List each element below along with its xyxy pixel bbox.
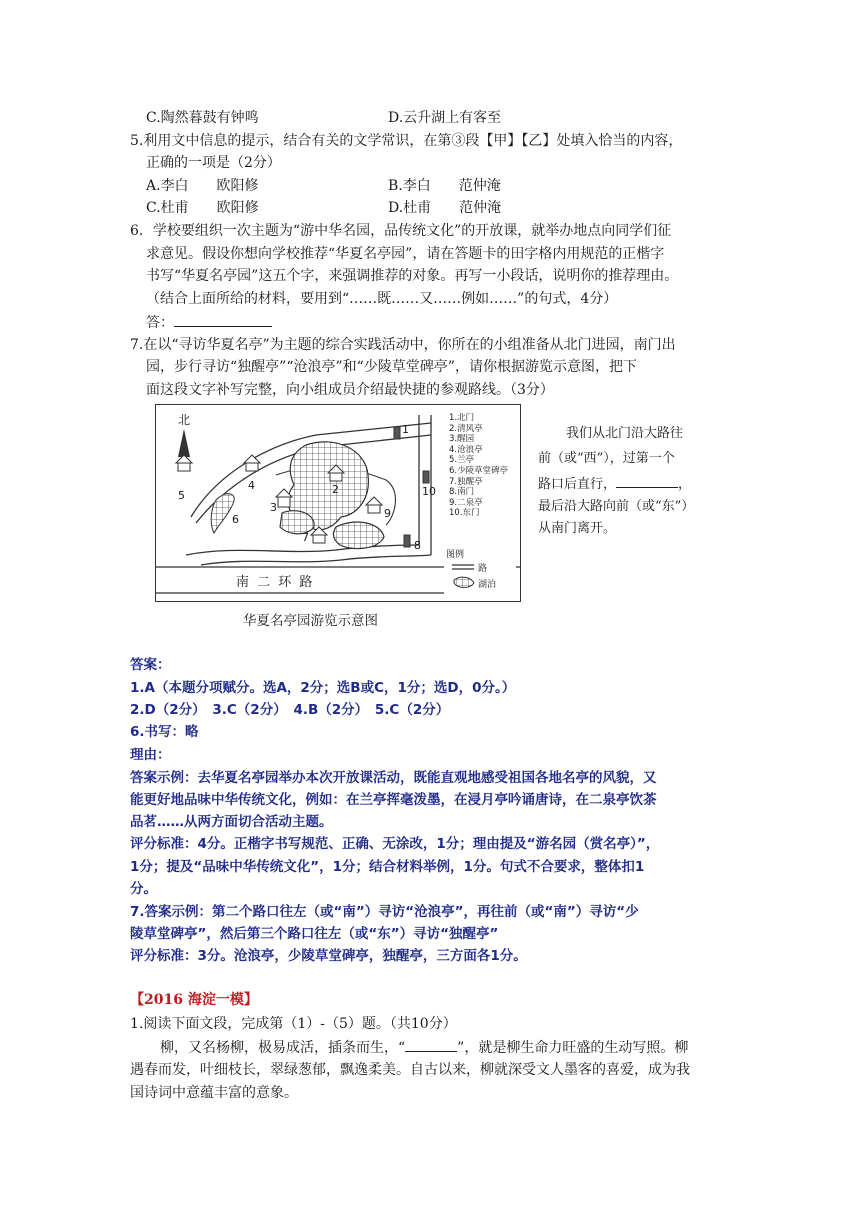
park-map <box>155 404 521 602</box>
q4-option-c: C.陶然暮鼓有钟鸣 <box>146 110 259 126</box>
legend-item: 4.沧浪亭 <box>449 444 483 455</box>
map-num-9: 9 <box>384 507 391 520</box>
q5-stem-line1: 5.利用文中信息的提示，结合有关的文学常识，在第③段【甲】【乙】处填入恰当的内容， <box>130 133 683 149</box>
q6-answer-blank[interactable] <box>174 312 272 327</box>
map-north-label: 北 <box>178 413 191 427</box>
passage-line1-b: ”，就是柳生命力旺盛的生动写照。柳 <box>457 1040 689 1056</box>
route-line5: 从南门离开。 <box>538 521 617 536</box>
map-legend-list <box>449 413 508 519</box>
answer-6-scoring-line2: 1分；提及“品味中华传统文化”，1分；结合材料举例，1分。句式不合要求，整体扣1 <box>130 859 645 875</box>
lake-small-right <box>333 522 384 548</box>
map-num-1: 1 <box>402 423 409 436</box>
map-num-3: 3 <box>270 501 277 514</box>
answer-7-scoring: 评分标准：3分。沧浪亭，少陵草堂碑亭，独醒亭，三方面各1分。 <box>130 948 527 964</box>
passage-line2: 遇春而发，叶细枝长，翠绿葱郁，飘逸柔美。自古以来，柳就深受文人墨客的喜爱，成为我 <box>130 1062 690 1078</box>
q5-option-a: A.李白 欧阳修 <box>146 178 259 194</box>
answer-6-scoring-line3: 分。 <box>130 881 157 897</box>
q7-stem-line1: 7.在以“寻访华夏名亭”为主题的综合实践活动中，你所在的小组准备从北门进园，南门出 <box>130 337 676 353</box>
answer-6-example-line1: 答案示例：去华夏名亭园举办本次开放课活动，既能直观地感受祖国各地名亭的风貌，又 <box>130 770 657 786</box>
q5-option-b: B.李白 范仲淹 <box>388 178 501 194</box>
legend-item: 3.醒园 <box>449 434 475 445</box>
map-road <box>186 545 419 555</box>
route-line3-text: 路口后直行， <box>538 477 617 492</box>
passage-line1 <box>160 1037 688 1058</box>
answer-6-scoring-line1: 评分标准：4分。正楷字书写规范、正确、无涂改，1分；理由提及“游名园（赏名亭）”， <box>130 836 660 852</box>
map-num-6: 6 <box>232 513 239 526</box>
legend-item: 8.南门 <box>449 487 475 498</box>
answer-6-writing: 6.书写：略 <box>130 724 199 740</box>
route-line2: 前（或“西”），过第一个 <box>538 451 675 466</box>
legend-item: 2.清风亭 <box>449 423 483 434</box>
legend-item: 9.二泉亭 <box>449 497 483 508</box>
passage-blank[interactable] <box>405 1037 457 1052</box>
north-arrow-icon <box>178 429 190 457</box>
answer-2-5: 2.D（2分） 3.C（2分） 4.B（2分） 5.C（2分） <box>130 702 450 718</box>
q6-answer-line <box>146 312 272 333</box>
map-road-label: 南 二 环 路 <box>236 575 315 590</box>
route-line3: 路口后直行， ， <box>538 472 691 498</box>
answer-1: 1.A（本题分项赋分。选A，2分；选B或C，1分；选D，0分。） <box>130 680 516 696</box>
map-caption: 华夏名亭园游览示意图 <box>243 613 378 629</box>
q5-option-c: C.杜甫 欧阳修 <box>146 200 259 216</box>
legend-lake-label: 湖泊 <box>478 580 497 590</box>
answers-title: 答案： <box>130 657 171 673</box>
legend-item: 6.少陵草堂碑亭 <box>449 465 509 476</box>
q6-stem-line3: 书写“华夏名亭园”这五个字，来强调推荐的对象。再写一小段话，说明你的推荐理由。 <box>146 268 679 284</box>
legend-item: 7.独醒亭 <box>449 476 483 487</box>
q5-stem-line2: 正确的一项是（2分） <box>146 155 281 171</box>
legend-title: 图例 <box>446 550 465 560</box>
legend-item: 1.北门 <box>449 413 475 423</box>
map-num-5: 5 <box>178 489 185 502</box>
q6-answer-label: 答： <box>146 315 174 331</box>
answer-7-line1: 7.答案示例：第二个路口往左（或“南”）寻访“沧浪亭”，再往前（或“南”）寻访“少 <box>130 904 639 920</box>
q6-stem-line4: （结合上面所给的材料，要用到“……既……又……例如……”的句式，4分） <box>146 291 618 307</box>
map-road <box>201 555 431 565</box>
map-num-8: 8 <box>414 539 421 552</box>
section-heading: 【2016 海淀一模】 <box>130 992 258 1008</box>
section2-question-1: 1.阅读下面文段，完成第（1）-（5）题。（共10分） <box>130 1016 457 1032</box>
legend-item: 10.东门 <box>449 508 480 519</box>
legend-item: 5.兰亭 <box>449 455 475 466</box>
answer-6-example-line2: 能更好地品味中华传统文化，例如：在兰亭挥毫泼墨，在浸月亭吟诵唐诗，在二泉亭饮茶 <box>130 792 657 808</box>
passage-line1-a: 柳，又名杨柳，极易成活，插条而生，“ <box>160 1040 406 1056</box>
q6-stem-line1: 6．学校要组织一次主题为“游中华名园，品传统文化”的开放课，就举办地点向同学们征 <box>130 223 672 239</box>
answer-6-reason-label: 理由： <box>130 747 171 763</box>
q4-option-d: D.云升湖上有客至 <box>388 110 502 126</box>
map-num-2: 2 <box>332 483 339 496</box>
passage-line3: 国诗词中意蕴丰富的意象。 <box>130 1085 298 1101</box>
map-num-10: 10 <box>422 485 436 498</box>
legend-road-label: 路 <box>478 564 488 574</box>
answer-7-line2: 陵草堂碑亭”，然后第三个路口往左（或“东”）寻访“独醒亭” <box>130 926 499 942</box>
lake-west <box>211 494 234 533</box>
q7-stem-line3: 面这段文字补写完整，向小组成员介绍最快捷的参观路线。（3分） <box>146 382 554 398</box>
q6-stem-line2: 求意见。假设你想向学校推荐“华夏名亭园”，请在答题卡的田字格内用规范的正楷字 <box>146 246 665 262</box>
route-line1: 我们从北门沿大路往 <box>566 426 684 441</box>
q7-stem-line2: 园，步行寻访“独醒亭”“沧浪亭”和“少陵草堂碑亭”，请你根据游览示意图，把下 <box>146 359 637 375</box>
map-num-4: 4 <box>248 479 255 492</box>
answer-6-example-line3: 品茗……从两方面切合活动主题。 <box>130 814 333 830</box>
map-num-7: 7 <box>302 531 309 544</box>
route-line4: 最后沿大路向前（或“东”） <box>538 499 695 514</box>
q5-option-d: D.杜甫 范仲淹 <box>388 200 502 216</box>
route-blank[interactable] <box>616 473 678 488</box>
